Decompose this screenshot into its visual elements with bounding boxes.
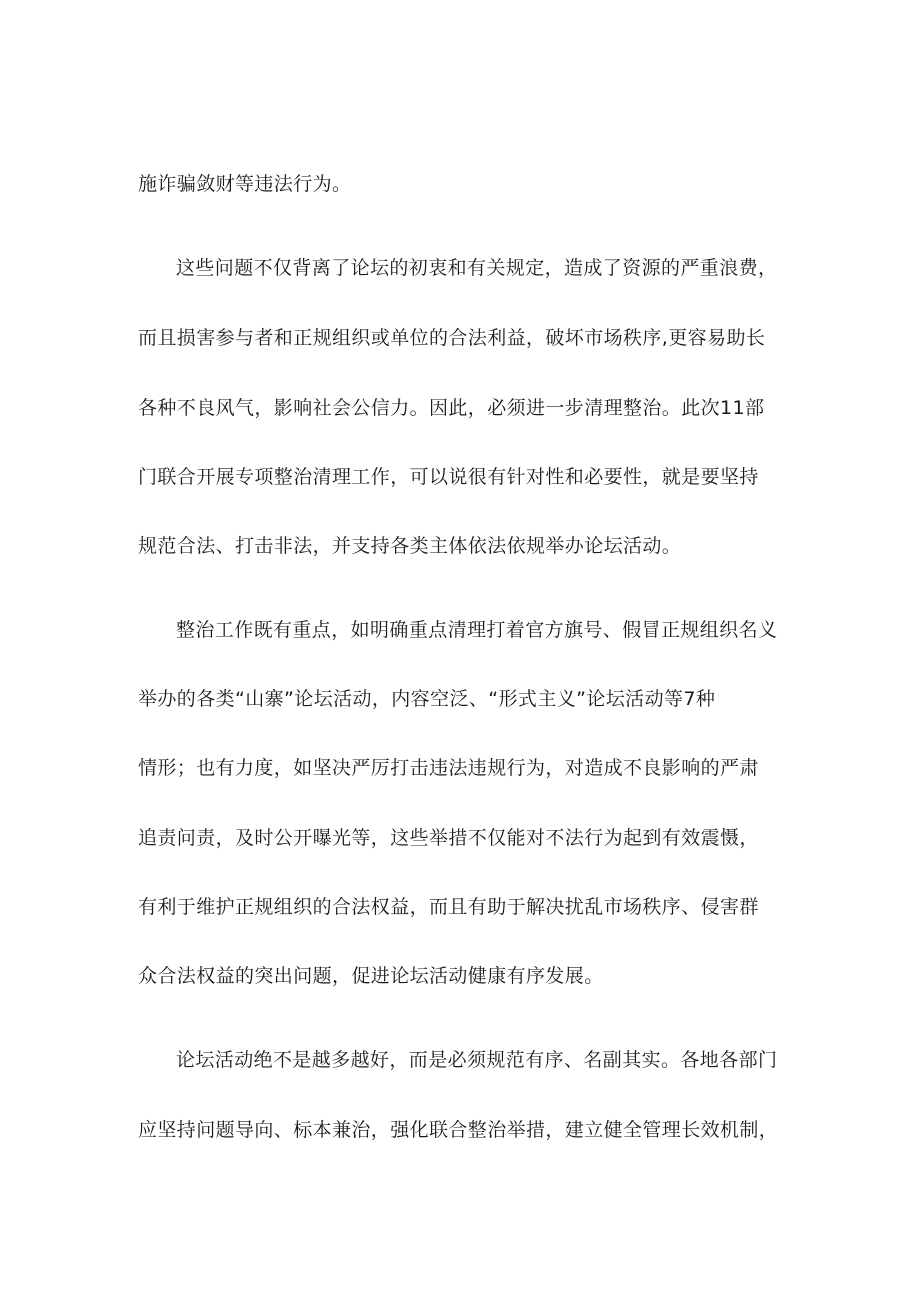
paragraph-3-line-1: 整治工作既有重点，如明确重点清理打着官方旗号、假冒正规组织名义 [176,619,778,641]
paragraph-3-line-2: 举办的各类“山寨”论坛活动，内容空泛、“形式主义”论坛活动等7种 [138,688,716,710]
paragraph-2-line-2: 而且损害参与者和正规组织或单位的合法利益，破坏市场秩序,更容易助长 [138,327,766,349]
paragraph-3-line-6: 众合法权益的突出问题，促进论坛活动健康有序发展。 [138,965,604,987]
paragraph-4-line-2: 应坚持问题导向、标本兼治，强化联合整治举措，建立健全管理长效机制， [138,1119,779,1141]
paragraph-3-line-5: 有利于维护正规组织的合法权益，而且有助于解决扰乱市场秩序、侵害群 [138,896,759,918]
paragraph-4-line-1: 论坛活动绝不是越多越好，而是必须规范有序、名副其实。各地各部门 [176,1049,778,1071]
paragraph-3-line-4: 追责问责，及时公开曝光等，这些举措不仅能对不法行为起到有效震慑， [138,827,759,849]
paragraph-1-line-1: 施诈骗敛财等违法行为。 [138,173,352,195]
paragraph-2-line-5: 规范合法、打击非法，并支持各类主体依法依规举办论坛活动。 [138,535,682,557]
paragraph-2-line-3: 各种不良风气，影响社会公信力。因此，必须进一步清理整治。此次11部 [138,397,765,419]
paragraph-2-line-4: 门联合开展专项整治清理工作，可以说很有针对性和必要性，就是要坚持 [138,466,759,488]
paragraph-2-line-1: 这些问题不仅背离了论坛的初衷和有关规定，造成了资源的严重浪费， [176,257,778,279]
paragraph-3-line-3: 情形；也有力度，如坚决严厉打击违法违规行为，对造成不良影响的严肃 [138,757,759,779]
